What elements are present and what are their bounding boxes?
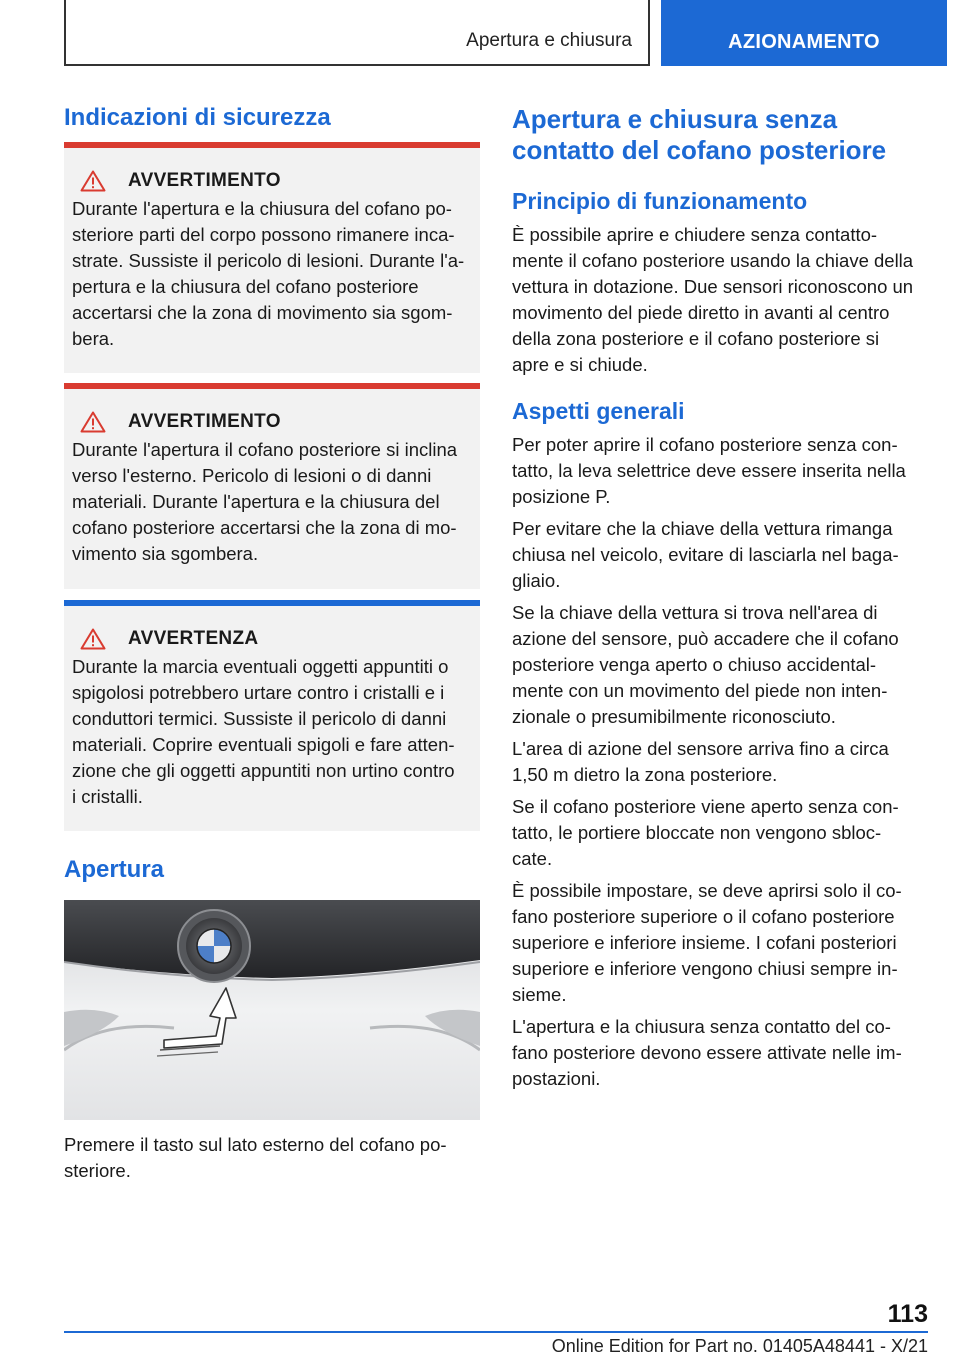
principle-heading: Principio di funzionamento [512, 188, 808, 214]
notice-title: AVVERTENZA [128, 628, 259, 649]
warning-box-1 [64, 142, 480, 373]
warning-triangle-icon [80, 411, 106, 433]
warning-text: Durante l'apertura il cofano posteriore si inclina verso l'esterno. Pericolo di lesioni o di danni materiali. Durante l'apertura e la chiusura del cofano posteriore accertarsi che la zona di mo- vimento sia sgombera. [72, 439, 458, 564]
warning-title: AVVERTIMENTO [128, 411, 281, 432]
general-heading: Aspetti generali [512, 398, 685, 424]
main-heading: Apertura e chiusura senza contatto del cofano posteriore [512, 104, 887, 165]
general-paragraph: L'area di azione del sensore arriva fino a circa 1,50 m dietro la zona posteriore. [512, 738, 889, 785]
general-paragraph: Per poter aprire il cofano posteriore senza con- tatto, la leva selettrice deve essere inserita nella posizione P. [512, 434, 906, 507]
header-chapter-tab: AZIONAMENTO [661, 0, 947, 66]
safety-heading: Indicazioni di sicurezza [64, 104, 331, 131]
general-paragraph: Per evitare che la chiave della vettura rimanga chiusa nel veicolo, evitare di lasciarla nel baga- gliaio. [512, 518, 899, 591]
general-paragraph: L'apertura e la chiusura senza contatto del co- fano posteriore devono essere attivate nelle im- postazioni. [512, 1016, 902, 1089]
notice-box [64, 600, 480, 831]
tailgate-button-photo [64, 900, 480, 1120]
header-section-title: Apertura e chiusura [466, 30, 632, 51]
page-number: 113 [887, 1300, 928, 1328]
footer-divider [64, 1331, 928, 1333]
warning-triangle-icon [80, 628, 106, 650]
opening-heading: Apertura [64, 856, 165, 883]
principle-text: È possibile aprire e chiudere senza contatto- mente il cofano posteriore usando la chiave della vettura in dotazione. Due sensori riconoscono un movimento del piede diretto in avanti al centro della zona posteriore e il cofano posteriore si apre e si chiude. [512, 224, 914, 375]
general-paragraph: È possibile impostare, se deve aprirsi solo il co- fano posteriore superiore o il cofano posteriore superiore e inferiore insieme. I cofani posteriori superiore e inferiore vengono chiusi sempre in- sieme. [512, 880, 902, 1005]
general-text-block [512, 432, 932, 1098]
header-frame [64, 0, 650, 66]
general-paragraph: Se il cofano posteriore viene aperto senza con- tatto, le portiere bloccate non vengono sbloc- cate. [512, 796, 899, 869]
notice-text: Durante la marcia eventuali oggetti appuntiti o spigolosi potrebbero urtare contro i cristalli e i conduttori termici. Sussiste il pericolo di danni materiali. Coprire eventuali spigoli e fare atten- zione che gli oggetti appuntiti non urtino contro i cristalli. [72, 656, 455, 807]
warning-box-2 [64, 383, 480, 589]
warning-text: Durante l'apertura e la chiusura del cofano po- steriore parti del corpo possono rimanere inca- strate. Sussiste il pericolo di lesioni. Durante l'a- pertura e la chiusura del cofano posteriore accertarsi che la zona di movimento sia sgom- bera. [72, 198, 465, 349]
photo-caption: Premere il tasto sul lato esterno del cofano po- steriore. [64, 1134, 447, 1181]
warning-title: AVVERTIMENTO [128, 170, 281, 191]
footer-edition: Online Edition for Part no. 01405A48441 - X/21 [551, 1336, 928, 1356]
warning-triangle-icon [80, 170, 106, 192]
general-paragraph: Se la chiave della vettura si trova nell'area di azione del sensore, può accadere che il cofano posteriore venga aperto o chiuso accidental- mente con un movimento del piede non inten- zionale o presumibilmente riconosciuto. [512, 602, 899, 727]
